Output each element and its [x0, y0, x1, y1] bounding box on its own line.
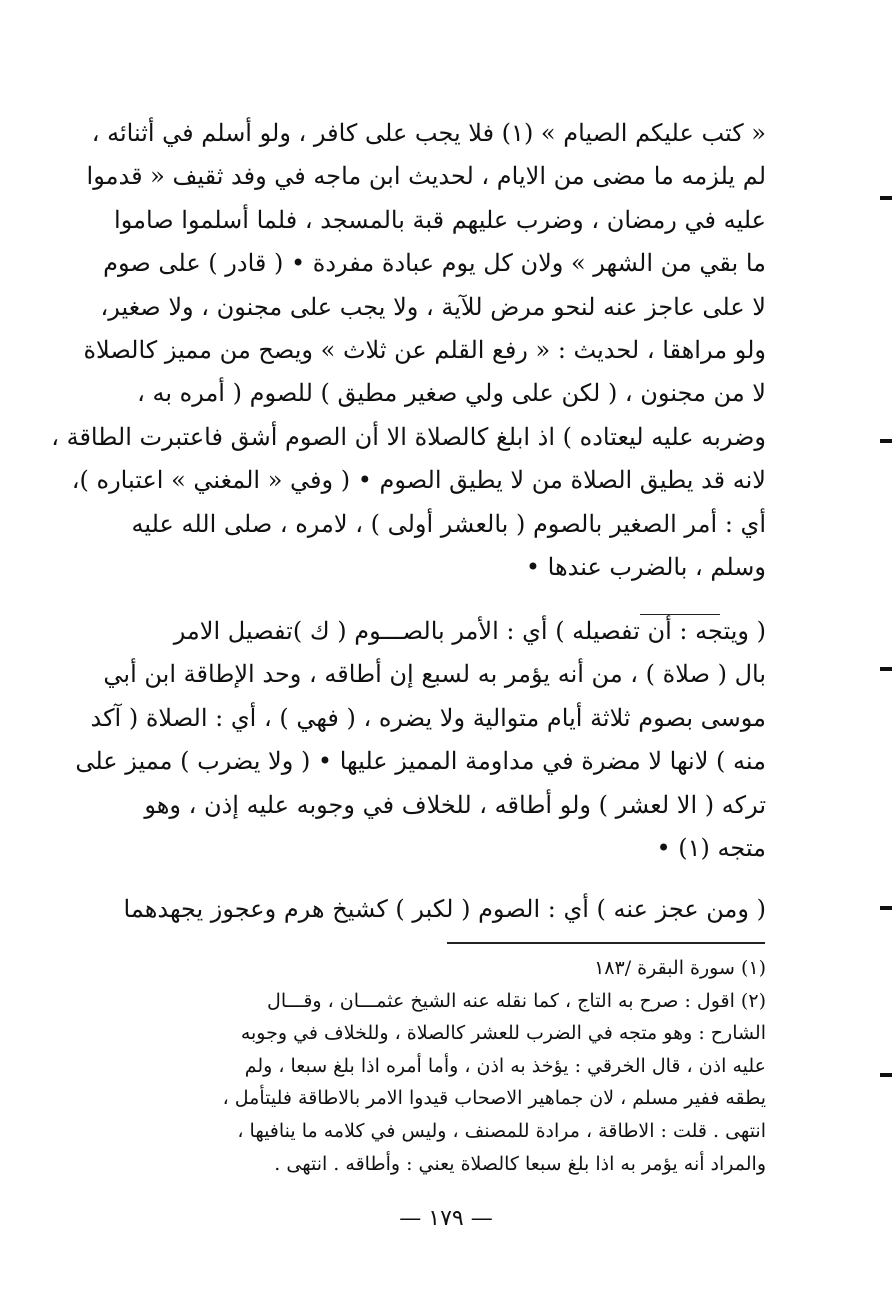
text-line: تركه ( الا لعشر ) ولو أطاقه ، للخلاف في وجوبه عليه إذن ، وهو: [144, 790, 766, 819]
margin-mark: [880, 906, 892, 910]
text-line: ( ومن عجز عنه ) أي : الصوم ( لكبر ) كشيخ هرم وعجوز يجهدهما: [123, 895, 766, 923]
footnotes: [128, 952, 766, 1180]
margin-mark: [880, 439, 892, 443]
footnote-line: والمراد أنه يؤمر به اذا بلغ سبعا كالصلاة يعني : وأطاقه . انتهى .: [274, 1152, 766, 1175]
footnote-line: (١) سورة البقرة /١٨٣: [594, 957, 766, 979]
text-line: ولو مراهقا ، لحديث : « رفع القلم عن ثلاث » ويصح من مميز كالصلاة: [83, 336, 766, 365]
text-line: أي : أمر الصغير بالصوم ( بالعشر أولى ) ، لامره ، صلى الله عليه: [131, 509, 766, 538]
text-line: لا من مجنون ، ( لكن على ولي صغير مطيق ) للصوم ( أمره به ،: [137, 379, 766, 408]
text-line: لانه قد يطيق الصلاة من لا يطيق الصوم • ( وفي « المغني » اعتباره )،: [71, 466, 766, 495]
margin-mark: [880, 667, 892, 671]
text-line: وضربه عليه ليعتاده ) اذ ابلغ كالصلاة الا أن الصوم أشق فاعتبرت الطاقة ،: [51, 422, 766, 451]
paragraph-child-fasting: [75, 610, 766, 870]
text-line: منه ) لانها لا مضرة في مداومة المميز عليها • ( ولا يضرب ) مميز على: [75, 747, 766, 776]
text-line: ما بقي من الشهر » ولان كل يوم عبادة مفردة • ( قادر ) على صوم: [103, 249, 766, 278]
text-line: « كتب عليكم الصيام » (١) فلا يجب على كافر ، ولو أسلم في أثنائه ،: [91, 119, 766, 147]
margin-mark: [880, 1073, 892, 1077]
footnote-line: (٢) اقول : صرح به التاج ، كما نقله عنه الشيخ عثمـــان ، وقـــال: [267, 989, 766, 1012]
footnote-line: يطقه ففير مسلم ، لان جماهير الاصحاب قيدوا الامر بالاطاقة فليتأمل ،: [222, 1087, 766, 1110]
text-line: متجه (١) •: [656, 834, 766, 863]
text-line: لا على عاجز عنه لنحو مرض للآية ، ولا يجب على مجنون ، ولا صغير،: [100, 292, 766, 321]
paragraph-incapable: [123, 888, 766, 931]
text-line: لم يلزمه ما مضى من الايام ، لحديث ابن ماجه في وفد ثقيف « قدموا: [86, 162, 766, 191]
paragraph-fasting-conditions: [51, 112, 766, 589]
footnote-line: الشارح : وهو متجه في الضرب للعشر كالصلاة ، وللخلاف في وجوبه: [240, 1022, 766, 1045]
text-line: ( ويتجه : أن تفصيله ) أي : الأمر بالصـــوم ( ك )تفصيل الامر: [173, 617, 766, 645]
text-line: موسى بصوم ثلاثة أيام متوالية ولا يضره ، ( فهي ) ، أي : الصلاة ( آكد: [90, 703, 766, 732]
footnote-separator: [447, 942, 765, 944]
text-line: بال ( صلاة ) ، من أنه يؤمر به لسبع إن أطاقه ، وحد الإطاقة ابن أبي: [103, 660, 766, 689]
text-line: وسلم ، بالضرب عندها •: [525, 553, 766, 582]
margin-mark: [880, 196, 892, 200]
text-line: عليه في رمضان ، وضرب عليهم قبة بالمسجد ، فلما أسلموا صاموا: [114, 205, 766, 234]
footnote-line: عليه اذن ، قال الخرقي : يؤخذ به اذن ، وأما أمره اذا بلغ سبعا ، ولم: [244, 1054, 766, 1077]
page-number: — ١٧٩ —: [399, 1206, 493, 1231]
footnote-line: انتهى . قلت : الاطاقة ، مرادة للمصنف ، وليس في كلامه ما ينافيها ،: [237, 1119, 766, 1142]
